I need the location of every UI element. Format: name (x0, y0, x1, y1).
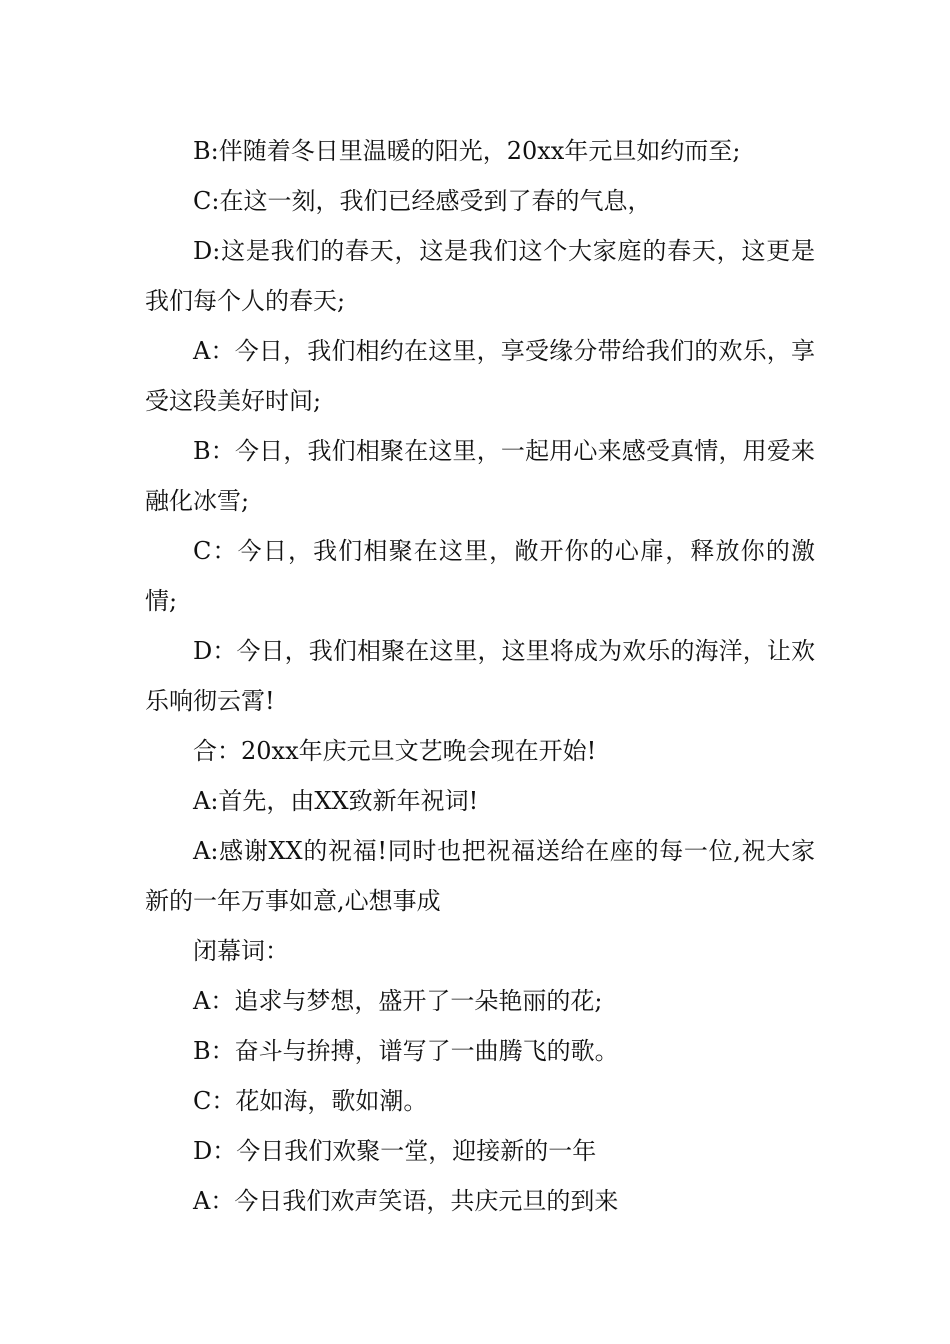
paragraph-7: D：今日，我们相聚在这里，这里将成为欢乐的海洋，让欢乐响彻云霄! (145, 637, 815, 715)
paragraph-2: C:在这一刻，我们已经感受到了春的气息， (193, 187, 652, 215)
paragraph-10: A:感谢XX的祝福!同时也把祝福送给在座的每一位,祝大家新的一年万事如意,心想事成 (145, 837, 815, 915)
paragraph-4: A：今日，我们相约在这里，享受缘分带给我们的欢乐，享受这段美好时间; (145, 337, 815, 415)
paragraph-6: C：今日，我们相聚在这里，敞开你的心扉，释放你的激情; (145, 537, 815, 615)
document-page (145, 126, 815, 1226)
paragraph-3: D:这是我们的春天，这是我们这个大家庭的春天，这更是我们每个人的春天; (145, 237, 815, 315)
paragraph-9: A:首先，由XX致新年祝词! (193, 787, 479, 815)
paragraph-16: A：今日我们欢声笑语，共庆元旦的到来 (193, 1187, 619, 1215)
paragraph-1: B:伴随着冬日里温暖的阳光，20xx年元旦如约而至; (193, 137, 741, 165)
paragraph-8: 合：20xx年庆元旦文艺晚会现在开始! (193, 737, 597, 765)
paragraph-12: A：追求与梦想，盛开了一朵艳丽的花; (193, 987, 603, 1015)
section-heading-closing: 闭幕词： (193, 937, 289, 965)
paragraph-13: B：奋斗与拚搏，谱写了一曲腾飞的歌。 (193, 1037, 619, 1065)
paragraph-14: C：花如海，歌如潮。 (193, 1087, 428, 1115)
paragraph-15: D：今日我们欢聚一堂，迎接新的一年 (193, 1137, 597, 1165)
paragraph-5: B：今日，我们相聚在这里，一起用心来感受真情，用爱来融化冰雪; (145, 437, 815, 515)
